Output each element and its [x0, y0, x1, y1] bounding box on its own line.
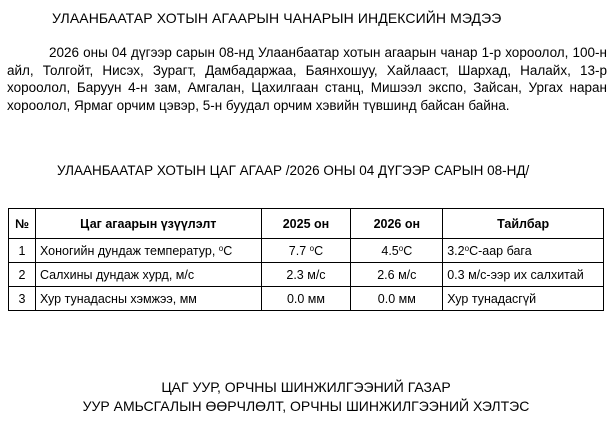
- document-title: УЛААНБААТАР ХОТЫН АГААРЫН ЧАНАРЫН ИНДЕКСИЙН МЭДЭЭ: [52, 10, 502, 26]
- row-value-2026: 0.0 мм: [351, 287, 443, 311]
- row-number: 2: [9, 263, 36, 287]
- row-number: 3: [9, 287, 36, 311]
- footer-department: УУР АМЬСГАЛЫН ӨӨРЧЛӨЛТ, ОРЧНЫ ШИНЖИЛГЭЭНИЙ ХЭЛТЭС: [82, 398, 530, 414]
- air-quality-paragraph: 2026 оны 04 дүгээр сарын 08-нд Улаанбаатар хотын агаарын чанар 1-р хороолол, 100-н айл, Толгойт, Нисэх, Зурагт, Дамбадаржаа, Баянхошуу, Хайлааст, Шархад, Налайх, 13-р хороолол, Баруун 4-н зам, Амгалан, Цахилгаан станц, Мишээл экспо, Зайсан, Ургах наран хороолол, Ярмаг орчим цэвэр, 5-н буудал орчим хэвийн түвшинд байсан байна.: [7, 45, 607, 113]
- row-number: 1: [9, 239, 36, 263]
- row-value-2026: 4.5$^o$C: [351, 239, 443, 263]
- row-note: 0.3 м/с-ээр их салхитай: [443, 263, 604, 287]
- row-indicator: Хур тунадасны хэмжээ, мм: [35, 287, 261, 311]
- weather-title: УЛААНБААТАР ХОТЫН ЦАГ АГААР /2026 ОНЫ 04 ДҮГЭЭР САРЫН 08-НД/: [57, 163, 530, 178]
- row-note: Хур тунадасгүй: [443, 287, 604, 311]
- table-row: [9, 239, 604, 263]
- col-header-note: Тайлбар: [443, 209, 604, 239]
- table-row: [9, 287, 604, 311]
- col-header-2025: 2025 он: [261, 209, 351, 239]
- col-header-2026: 2026 он: [351, 209, 443, 239]
- footer-organization: ЦАГ УУР, ОРЧНЫ ШИНЖИЛГЭЭНИЙ ГАЗАР: [161, 379, 451, 395]
- row-indicator: Салхины дундаж хурд, м/с: [35, 263, 261, 287]
- col-header-indicator: Цаг агаарын үзүүлэлт: [35, 209, 261, 239]
- table-header-row: [9, 209, 604, 239]
- row-indicator: Хоногийн дундаж температур, $^o$C: [35, 239, 261, 263]
- table-row: [9, 263, 604, 287]
- row-value-2025: 0.0 мм: [261, 287, 351, 311]
- col-header-number: №: [9, 209, 36, 239]
- row-value-2026: 2.6 м/с: [351, 263, 443, 287]
- weather-table: [8, 208, 604, 311]
- row-value-2025: 2.3 м/с: [261, 263, 351, 287]
- row-note: 3.2$^o$C-аар бага: [443, 239, 604, 263]
- row-value-2025: 7.7 $^o$C: [261, 239, 351, 263]
